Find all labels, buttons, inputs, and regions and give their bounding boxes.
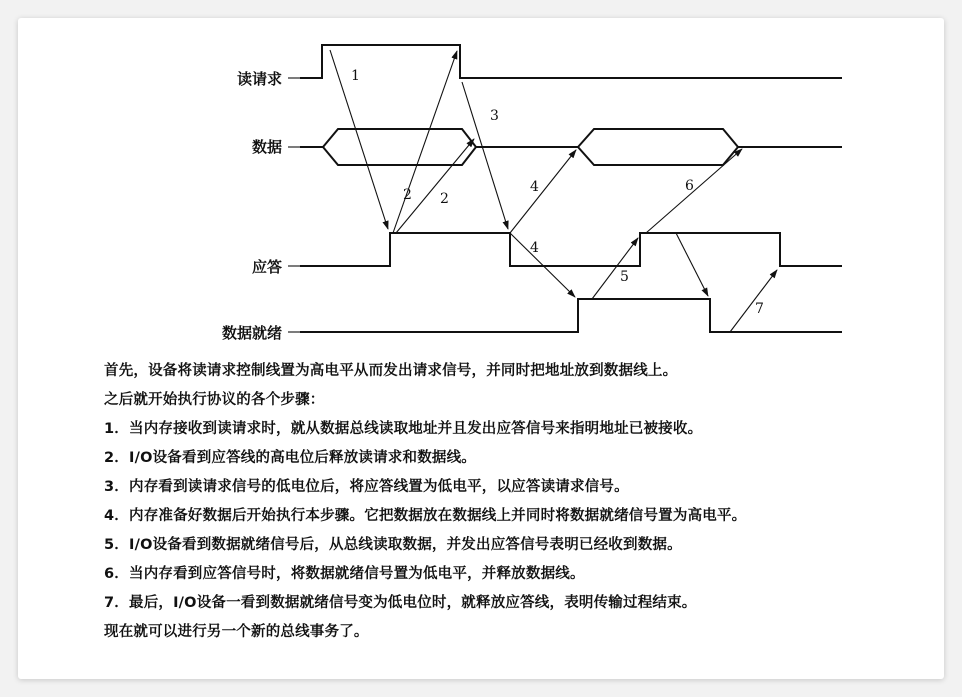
description-line: 首先，设备将读请求控制线置为高电平从而发出请求信号，并同时把地址放到数据线上。	[104, 363, 678, 379]
description-line: 5．I/O设备看到数据就绪信号后，从总线读取数据，并发出应答信号表明已经收到数据。	[104, 537, 682, 553]
description-line: 3．内存看到读请求信号的低电位后，将应答线置为低电平，以应答读请求信号。	[104, 479, 629, 495]
waveform-data	[300, 129, 842, 165]
step-label-4a: 4	[530, 179, 539, 195]
signal-label-data-ready: 数据就绪	[221, 324, 282, 342]
signal-label-ack: 应答	[251, 258, 282, 276]
step-label-2a: 2	[403, 187, 412, 203]
description-line: 现在就可以进行另一个新的总线事务了。	[104, 624, 369, 640]
description-line: 2．I/O设备看到应答线的高电位后释放读请求和数据线。	[104, 450, 477, 466]
arrow-step-5	[592, 238, 638, 299]
signal-label-data: 数据	[251, 138, 282, 156]
description-line: 之后就开始执行协议的各个步骤：	[104, 392, 325, 408]
step-label-2b: 2	[440, 191, 449, 207]
description-line: 4．内存准备好数据后开始执行本步骤。它把数据放在数据线上并同时将数据就绪信号置为高电平。	[104, 508, 747, 524]
protocol-description	[104, 357, 746, 647]
arrow-step-2-data	[396, 139, 474, 233]
step-label-3: 3	[490, 108, 499, 124]
signal-label-read-request: 读请求	[236, 70, 282, 88]
arrow-step-7	[730, 270, 777, 332]
step-label-7: 7	[755, 301, 764, 317]
step-label-1: 1	[351, 68, 360, 84]
waveform-ack	[300, 233, 842, 266]
step-label-4b: 4	[530, 240, 539, 256]
description-line: 1．当内存接收到读请求时，就从数据总线读取地址并且发出应答信号来指明地址已被接收。	[104, 421, 703, 437]
step-label-6: 6	[685, 178, 694, 194]
arrow-step-4-data	[510, 150, 576, 233]
step-label-5: 5	[620, 269, 629, 285]
description-line: 7．最后，I/O设备一看到数据就绪信号变为低电位时，就释放应答线，表明传输过程结束。	[104, 595, 697, 611]
waveform-read-request	[300, 45, 842, 78]
description-line: 6．当内存看到应答信号时，将数据就绪信号置为低电平，并释放数据线。	[104, 566, 585, 582]
handshake-arrows	[330, 50, 777, 332]
arrow-step-6-data	[646, 149, 742, 233]
arrow-step-6-data-ready	[676, 233, 708, 296]
